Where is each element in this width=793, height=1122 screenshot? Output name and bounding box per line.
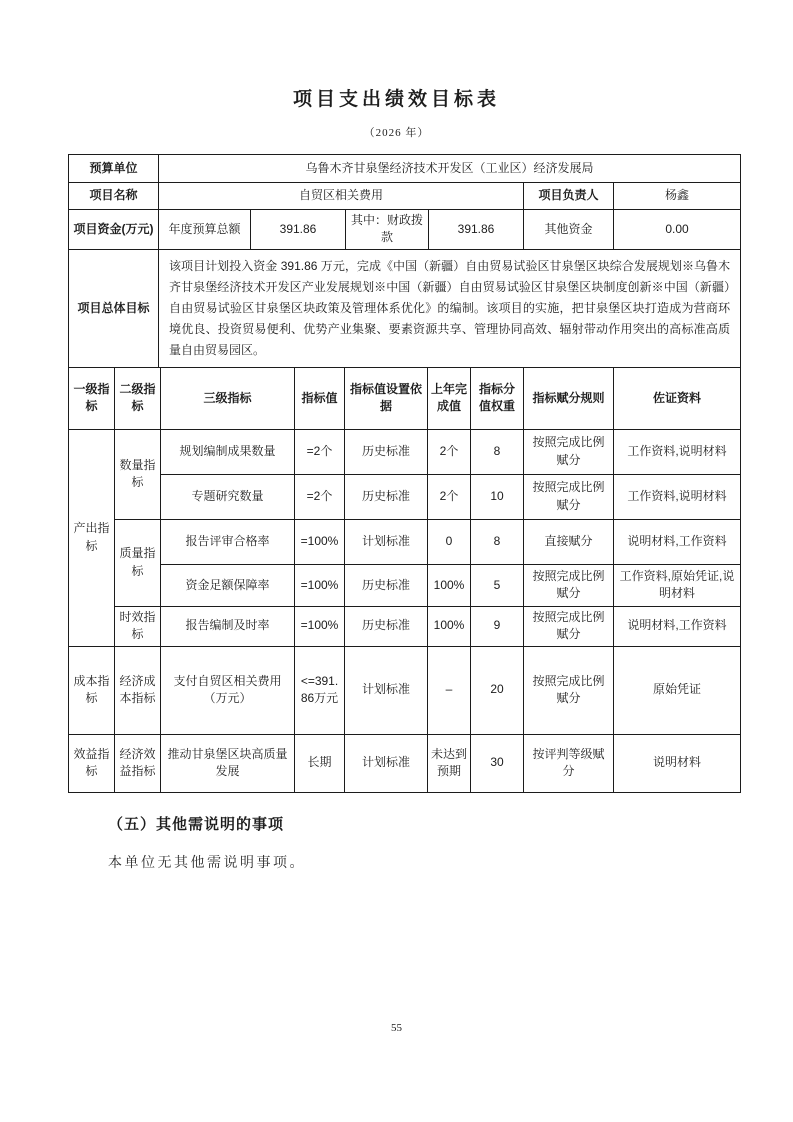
level2-quality: 质量指标	[115, 519, 161, 606]
indicator-weight: 10	[471, 474, 524, 519]
indicator-prev: 2个	[428, 429, 471, 474]
indicator-basis: 历史标准	[345, 429, 428, 474]
indicator-name: 资金足额保障率	[161, 564, 295, 606]
indicator-weight: 5	[471, 564, 524, 606]
indicator-weight: 8	[471, 519, 524, 564]
indicator-evidence: 说明材料,工作资料	[614, 519, 741, 564]
other-notes-section	[108, 813, 740, 872]
indicator-basis: 历史标准	[345, 564, 428, 606]
indicator-basis: 历史标准	[345, 606, 428, 646]
indicator-name: 规划编制成果数量	[161, 429, 295, 474]
indicator-value: =2个	[295, 474, 345, 519]
project-leader-label: 项目负责人	[524, 183, 614, 210]
indicator-name: 推动甘泉堡区块高质量发展	[161, 734, 295, 792]
header-evidence: 佐证资料	[614, 367, 741, 429]
indicator-evidence: 原始凭证	[614, 646, 741, 734]
indicator-value: =2个	[295, 429, 345, 474]
indicator-name: 支付自贸区相关费用（万元）	[161, 646, 295, 734]
header-scoring-rule: 指标赋分规则	[524, 367, 614, 429]
indicator-evidence: 说明材料,工作资料	[614, 606, 741, 646]
project-info-table	[68, 154, 741, 368]
indicator-evidence: 工作资料,说明材料	[614, 474, 741, 519]
level1-cost: 成本指标	[69, 646, 115, 734]
header-prev-year: 上年完成值	[428, 367, 471, 429]
indicator-value: =100%	[295, 564, 345, 606]
annual-budget-value: 391.86	[251, 210, 346, 250]
page-subtitle: （2026 年）	[363, 127, 430, 139]
project-name-value: 自贸区相关费用	[159, 183, 524, 210]
page-number: 55	[391, 1022, 402, 1034]
indicator-basis: 计划标准	[345, 519, 428, 564]
indicator-value: =100%	[295, 606, 345, 646]
fiscal-allocation-label: 其中：财政拨款	[346, 210, 429, 250]
indicator-row	[69, 646, 741, 734]
project-funds-label: 项目资金(万元)	[69, 210, 159, 250]
indicators-header-row	[69, 367, 741, 429]
row-overall-goal	[69, 249, 741, 367]
indicator-evidence: 说明材料	[614, 734, 741, 792]
indicator-prev: –	[428, 646, 471, 734]
header-level1: 一级指标	[69, 367, 115, 429]
indicator-name: 报告编制及时率	[161, 606, 295, 646]
other-notes-body: 本单位无其他需说明事项。	[108, 855, 306, 871]
other-funds-value: 0.00	[614, 210, 741, 250]
level2-quantity: 数量指标	[115, 429, 161, 519]
indicator-row	[69, 564, 741, 606]
indicator-weight: 9	[471, 606, 524, 646]
fiscal-allocation-value: 391.86	[429, 210, 524, 250]
tables-container	[68, 154, 740, 793]
indicator-value: =100%	[295, 519, 345, 564]
indicator-basis: 计划标准	[345, 646, 428, 734]
budget-unit-label: 预算单位	[69, 155, 159, 183]
header-level3: 三级指标	[161, 367, 295, 429]
budget-unit-value: 乌鲁木齐甘泉堡经济技术开发区（工业区）经济发展局	[159, 155, 741, 183]
indicator-value: 长期	[295, 734, 345, 792]
indicator-weight: 20	[471, 646, 524, 734]
row-project-name	[69, 183, 741, 210]
indicator-basis: 计划标准	[345, 734, 428, 792]
indicator-rule: 按照完成比例赋分	[524, 646, 614, 734]
indicator-name: 报告评审合格率	[161, 519, 295, 564]
indicator-value: <=391.86万元	[295, 646, 345, 734]
indicator-prev: 100%	[428, 564, 471, 606]
other-notes-heading: （五）其他需说明的事项	[108, 816, 285, 833]
indicator-rule: 直接赋分	[524, 519, 614, 564]
overall-goal-value: 该项目计划投入资金 391.86 万元，完成《中国（新疆）自由贸易试验区甘泉堡区块综合发展规划※乌鲁木齐甘泉堡经济技术开发区产业发展规划※中国（新疆）自由贸易试验区甘泉堡区块制度创新※中国（新疆）自由贸易试验区甘泉堡区块政策及管理体系优化》的编制。该项目的实施，把甘泉堡区块打造成为营商环境优良、投资贸易便利、优势产业集聚、要素资源共享、管理协同高效、辐射带动作用突出的高标准高质量自由贸易园区。	[159, 249, 741, 367]
indicator-rule: 按评判等级赋分	[524, 734, 614, 792]
indicator-name: 专题研究数量	[161, 474, 295, 519]
indicator-rule: 按照完成比例赋分	[524, 606, 614, 646]
indicator-row	[69, 606, 741, 646]
level1-output: 产出指标	[69, 429, 115, 646]
indicator-weight: 30	[471, 734, 524, 792]
indicator-rule: 按照完成比例赋分	[524, 474, 614, 519]
page-title: 项目支出绩效目标表	[292, 89, 500, 110]
indicator-evidence: 工作资料,说明材料	[614, 429, 741, 474]
header-weight: 指标分值权重	[471, 367, 524, 429]
indicators-table	[68, 367, 741, 793]
indicator-prev: 100%	[428, 606, 471, 646]
level2-timeliness: 时效指标	[115, 606, 161, 646]
indicator-rule: 按照完成比例赋分	[524, 429, 614, 474]
header-basis: 指标值设置依据	[345, 367, 428, 429]
annual-budget-label: 年度预算总额	[159, 210, 251, 250]
project-leader-value: 杨鑫	[614, 183, 741, 210]
other-funds-label: 其他资金	[524, 210, 614, 250]
indicator-prev: 0	[428, 519, 471, 564]
indicator-rule: 按照完成比例赋分	[524, 564, 614, 606]
project-name-label: 项目名称	[69, 183, 159, 210]
indicator-basis: 历史标准	[345, 474, 428, 519]
indicator-row	[69, 734, 741, 792]
indicator-row	[69, 429, 741, 474]
header-value: 指标值	[295, 367, 345, 429]
level2-economic-benefit: 经济效益指标	[115, 734, 161, 792]
indicator-prev: 2个	[428, 474, 471, 519]
indicator-weight: 8	[471, 429, 524, 474]
indicator-row	[69, 519, 741, 564]
level1-benefit: 效益指标	[69, 734, 115, 792]
row-budget-unit	[69, 155, 741, 183]
level2-economic-cost: 经济成本指标	[115, 646, 161, 734]
header-level2: 二级指标	[115, 367, 161, 429]
indicator-prev: 未达到预期	[428, 734, 471, 792]
overall-goal-label: 项目总体目标	[69, 249, 159, 367]
indicator-evidence: 工作资料,原始凭证,说明材料	[614, 564, 741, 606]
indicator-row	[69, 474, 741, 519]
row-project-funds	[69, 210, 741, 250]
